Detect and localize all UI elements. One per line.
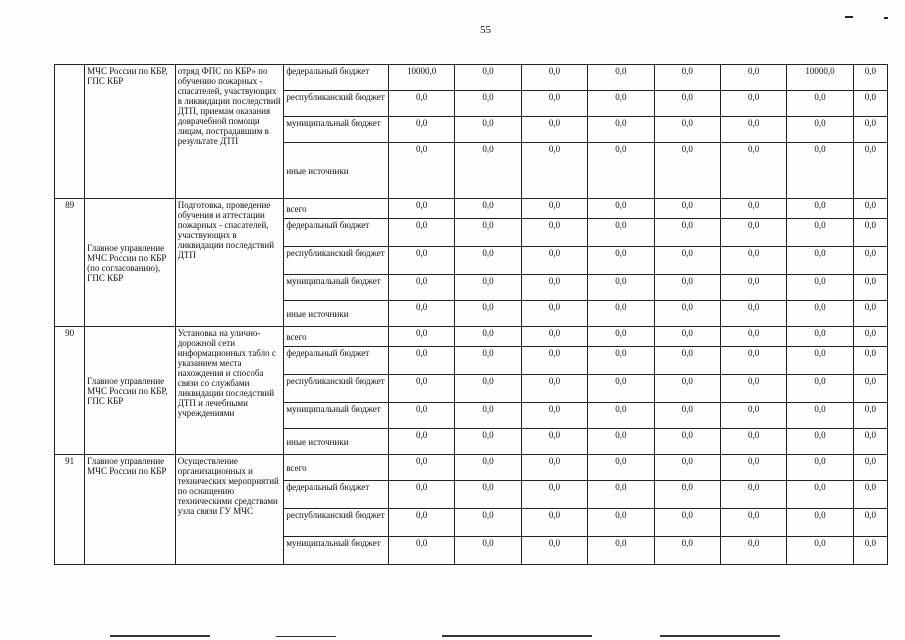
table-row [55, 327, 888, 347]
amount-cell: 0,0 [521, 91, 587, 117]
amount-cell: 0,0 [720, 247, 786, 275]
amount-cell: 0,0 [588, 199, 654, 219]
amount-cell: 0,0 [521, 199, 587, 219]
amount-cell: 0,0 [588, 537, 654, 565]
amount-cell: 0,0 [654, 65, 720, 91]
amount-cell: 0,0 [588, 481, 654, 509]
amount-cell: 0,0 [787, 403, 853, 429]
funding-source: иные источники [284, 143, 389, 199]
amount-cell: 0,0 [588, 327, 654, 347]
amount-cell: 0,0 [455, 275, 521, 301]
amount-cell: 0,0 [521, 65, 587, 91]
amount-cell: 0,0 [455, 509, 521, 537]
funding-source: иные источники [284, 301, 389, 327]
amount-cell: 0,0 [720, 537, 786, 565]
amount-cell: 0,0 [588, 403, 654, 429]
amount-cell: 0,0 [853, 327, 887, 347]
row-number: 90 [55, 327, 85, 455]
funding-source: республиканский бюджет [284, 375, 389, 403]
amount-cell: 0,0 [455, 375, 521, 403]
amount-cell: 0,0 [853, 143, 887, 199]
funding-source: всего [284, 199, 389, 219]
funding-source: федеральный бюджет [284, 65, 389, 91]
amount-cell: 0,0 [388, 537, 454, 565]
amount-cell: 0,0 [654, 91, 720, 117]
responsible-org: Главное управление МЧС России по КБР [85, 455, 176, 565]
amount-cell: 0,0 [787, 199, 853, 219]
amount-cell: 0,0 [787, 275, 853, 301]
amount-cell: 0,0 [521, 247, 587, 275]
row-number [55, 65, 85, 199]
amount-cell: 0,0 [455, 219, 521, 247]
amount-cell: 0,0 [720, 91, 786, 117]
amount-cell: 0,0 [853, 347, 887, 375]
amount-cell: 0,0 [853, 117, 887, 143]
amount-cell: 0,0 [521, 143, 587, 199]
amount-cell: 0,0 [853, 481, 887, 509]
amount-cell: 0,0 [521, 455, 587, 481]
amount-cell: 0,0 [853, 65, 887, 91]
amount-cell: 0,0 [787, 537, 853, 565]
funding-source: республиканский бюджет [284, 247, 389, 275]
amount-cell: 0,0 [388, 117, 454, 143]
row-number: 89 [55, 199, 85, 327]
page-number: 55 [480, 24, 491, 36]
amount-cell: 0,0 [588, 117, 654, 143]
responsible-org: Главное управление МЧС России по КБР, ГПС КБР [85, 327, 176, 455]
amount-cell: 0,0 [654, 537, 720, 565]
amount-cell: 0,0 [720, 429, 786, 455]
amount-cell: 0,0 [720, 347, 786, 375]
amount-cell: 0,0 [654, 509, 720, 537]
amount-cell: 0,0 [720, 219, 786, 247]
amount-cell: 0,0 [521, 509, 587, 537]
amount-cell: 0,0 [388, 199, 454, 219]
amount-cell: 0,0 [654, 403, 720, 429]
amount-cell: 0,0 [787, 509, 853, 537]
amount-cell: 0,0 [720, 327, 786, 347]
amount-cell: 0,0 [787, 247, 853, 275]
funding-source: всего [284, 455, 389, 481]
amount-cell: 0,0 [388, 327, 454, 347]
budget-table [54, 64, 888, 565]
amount-cell: 0,0 [654, 429, 720, 455]
funding-source: федеральный бюджет [284, 347, 389, 375]
amount-cell: 10000,0 [787, 65, 853, 91]
amount-cell: 0,0 [720, 143, 786, 199]
amount-cell: 0,0 [853, 247, 887, 275]
amount-cell: 0,0 [388, 91, 454, 117]
activity-description: Осуществление организационных и технических мероприятий по оснащению техническими средствами узла связи ГУ МЧС [175, 455, 284, 565]
amount-cell: 0,0 [588, 247, 654, 275]
amount-cell: 0,0 [853, 537, 887, 565]
amount-cell: 0,0 [521, 429, 587, 455]
amount-cell: 0,0 [455, 327, 521, 347]
amount-cell: 0,0 [521, 537, 587, 565]
amount-cell: 0,0 [853, 455, 887, 481]
amount-cell: 0,0 [521, 301, 587, 327]
amount-cell: 0,0 [388, 301, 454, 327]
amount-cell: 0,0 [787, 117, 853, 143]
amount-cell: 0,0 [720, 509, 786, 537]
amount-cell: 0,0 [853, 219, 887, 247]
amount-cell: 0,0 [455, 481, 521, 509]
amount-cell: 0,0 [853, 91, 887, 117]
amount-cell: 0,0 [720, 403, 786, 429]
amount-cell: 0,0 [588, 347, 654, 375]
amount-cell: 0,0 [853, 429, 887, 455]
scan-line [110, 635, 210, 637]
amount-cell: 0,0 [521, 219, 587, 247]
amount-cell: 0,0 [455, 301, 521, 327]
responsible-org: Главное управление МЧС России по КБР (по согласованию), ГПС КБР [85, 199, 176, 327]
amount-cell: 0,0 [521, 275, 587, 301]
amount-cell: 0,0 [588, 301, 654, 327]
funding-source: муниципальный бюджет [284, 537, 389, 565]
funding-source: иные источники [284, 429, 389, 455]
amount-cell: 0,0 [787, 91, 853, 117]
amount-cell: 0,0 [720, 375, 786, 403]
table-row [55, 199, 888, 219]
funding-source: республиканский бюджет [284, 91, 389, 117]
scan-line [660, 635, 780, 637]
amount-cell: 0,0 [787, 219, 853, 247]
table-row [55, 455, 888, 481]
amount-cell: 0,0 [521, 117, 587, 143]
amount-cell: 0,0 [588, 65, 654, 91]
amount-cell: 0,0 [455, 429, 521, 455]
amount-cell: 0,0 [588, 219, 654, 247]
amount-cell: 0,0 [588, 143, 654, 199]
amount-cell: 0,0 [853, 403, 887, 429]
amount-cell: 0,0 [787, 347, 853, 375]
amount-cell: 0,0 [388, 347, 454, 375]
amount-cell: 0,0 [654, 275, 720, 301]
amount-cell: 0,0 [853, 275, 887, 301]
funding-source: федеральный бюджет [284, 481, 389, 509]
amount-cell: 0,0 [521, 403, 587, 429]
amount-cell: 0,0 [654, 375, 720, 403]
amount-cell: 0,0 [654, 301, 720, 327]
amount-cell: 0,0 [588, 375, 654, 403]
amount-cell: 10000,0 [388, 65, 454, 91]
scan-line [442, 635, 592, 637]
amount-cell: 0,0 [455, 403, 521, 429]
amount-cell: 0,0 [455, 199, 521, 219]
amount-cell: 0,0 [853, 199, 887, 219]
amount-cell: 0,0 [455, 347, 521, 375]
amount-cell: 0,0 [521, 375, 587, 403]
funding-source: муниципальный бюджет [284, 117, 389, 143]
responsible-org: МЧС России по КБР, ГПС КБР [85, 65, 176, 199]
amount-cell: 0,0 [654, 347, 720, 375]
amount-cell: 0,0 [720, 199, 786, 219]
amount-cell: 0,0 [720, 301, 786, 327]
amount-cell: 0,0 [787, 429, 853, 455]
amount-cell: 0,0 [654, 327, 720, 347]
amount-cell: 0,0 [720, 275, 786, 301]
amount-cell: 0,0 [521, 481, 587, 509]
amount-cell: 0,0 [787, 327, 853, 347]
scan-mark [884, 17, 888, 19]
amount-cell: 0,0 [388, 455, 454, 481]
amount-cell: 0,0 [455, 91, 521, 117]
amount-cell: 0,0 [388, 403, 454, 429]
amount-cell: 0,0 [588, 91, 654, 117]
funding-source: республиканский бюджет [284, 509, 389, 537]
amount-cell: 0,0 [388, 143, 454, 199]
amount-cell: 0,0 [853, 509, 887, 537]
amount-cell: 0,0 [654, 117, 720, 143]
amount-cell: 0,0 [388, 481, 454, 509]
scan-mark [845, 16, 853, 18]
amount-cell: 0,0 [720, 65, 786, 91]
amount-cell: 0,0 [588, 275, 654, 301]
amount-cell: 0,0 [588, 455, 654, 481]
amount-cell: 0,0 [787, 301, 853, 327]
amount-cell: 0,0 [521, 347, 587, 375]
amount-cell: 0,0 [720, 481, 786, 509]
amount-cell: 0,0 [388, 429, 454, 455]
activity-description: Установка на улично-дорожной сети информационных табло с указанием места нахождения и способа связи со службами ликвидации последствий ДТП и лечебными учреждениями [175, 327, 284, 455]
amount-cell: 0,0 [455, 117, 521, 143]
amount-cell: 0,0 [787, 481, 853, 509]
amount-cell: 0,0 [853, 301, 887, 327]
amount-cell: 0,0 [455, 247, 521, 275]
amount-cell: 0,0 [654, 219, 720, 247]
funding-source: муниципальный бюджет [284, 403, 389, 429]
amount-cell: 0,0 [388, 275, 454, 301]
amount-cell: 0,0 [787, 455, 853, 481]
amount-cell: 0,0 [455, 455, 521, 481]
amount-cell: 0,0 [388, 375, 454, 403]
amount-cell: 0,0 [720, 455, 786, 481]
amount-cell: 0,0 [654, 481, 720, 509]
amount-cell: 0,0 [455, 143, 521, 199]
table-row [55, 65, 888, 91]
scan-line [276, 636, 336, 637]
amount-cell: 0,0 [654, 199, 720, 219]
amount-cell: 0,0 [787, 375, 853, 403]
amount-cell: 0,0 [388, 509, 454, 537]
amount-cell: 0,0 [388, 247, 454, 275]
amount-cell: 0,0 [455, 537, 521, 565]
row-number: 91 [55, 455, 85, 565]
amount-cell: 0,0 [455, 65, 521, 91]
amount-cell: 0,0 [787, 143, 853, 199]
amount-cell: 0,0 [654, 143, 720, 199]
amount-cell: 0,0 [853, 375, 887, 403]
amount-cell: 0,0 [521, 327, 587, 347]
activity-description: отряд ФПС по КБР» по обучению пожарных - спасателей, участвующих в ликвидации последствий ДТП, приемам оказания доврачебной помощи лицам, пострадавшим в результате ДТП [175, 65, 284, 199]
amount-cell: 0,0 [654, 455, 720, 481]
activity-description: Подготовка, проведение обучения и аттестации пожарных - спасателей, участвующих в ликвидации последствий ДТП [175, 199, 284, 327]
funding-source: федеральный бюджет [284, 219, 389, 247]
amount-cell: 0,0 [588, 509, 654, 537]
amount-cell: 0,0 [388, 219, 454, 247]
funding-source: всего [284, 327, 389, 347]
amount-cell: 0,0 [588, 429, 654, 455]
funding-source: муниципальный бюджет [284, 275, 389, 301]
amount-cell: 0,0 [654, 247, 720, 275]
amount-cell: 0,0 [720, 117, 786, 143]
